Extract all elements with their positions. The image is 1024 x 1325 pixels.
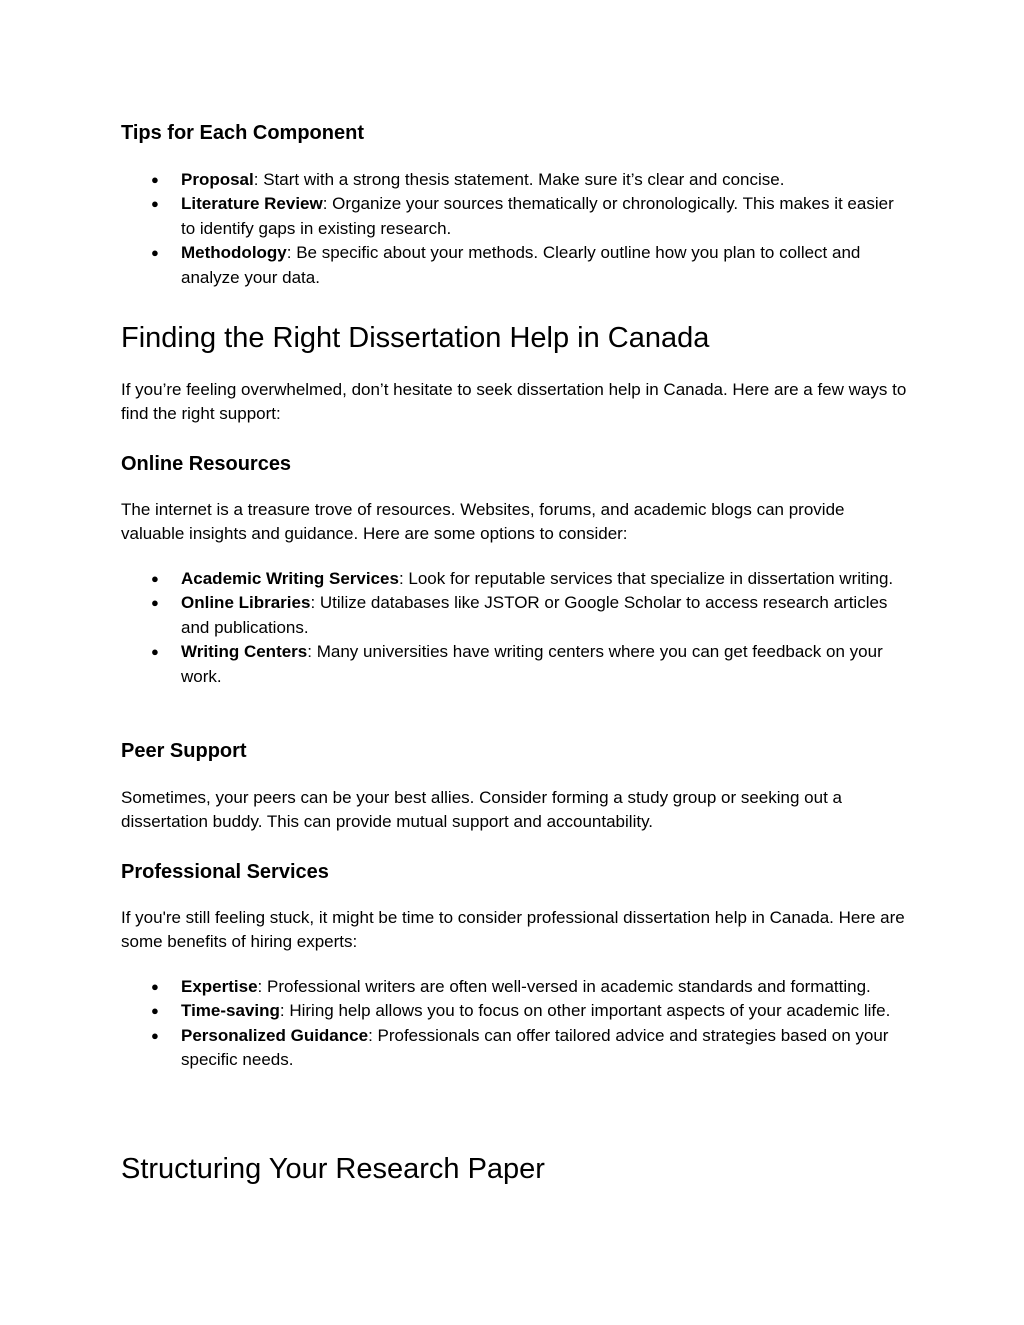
bullet-icon: ● (151, 595, 159, 611)
list-item-term: Personalized Guidance (181, 1025, 369, 1045)
bullet-icon: ● (151, 196, 159, 212)
heading-online-resources: Online Resources (121, 453, 292, 475)
heading-structuring: Structuring Your Research Paper (121, 1153, 545, 1185)
bullet-icon: ● (151, 245, 159, 261)
list-item (121, 168, 911, 192)
list-item (121, 975, 911, 999)
list-item-text: : Many universities have writing centers where you can get feedback on your work. (181, 642, 883, 686)
list-professional-services (121, 975, 911, 1073)
list-item-text: : Utilize databases like JSTOR or Google Scholar to access research articles and publications. (181, 593, 888, 637)
paragraph-finding-intro: If you’re feeling overwhelmed, don’t hesitate to seek dissertation help in Canada. Here are a few ways to find the right support: (121, 380, 907, 424)
list-item (121, 640, 911, 689)
bullet-icon: ● (151, 979, 159, 994)
paragraph-professional-intro: If you're still feeling stuck, it might be time to consider professional dissertation help in Canada. Here are some benefits of hiring experts: (121, 908, 905, 952)
list-item-text: : Professionals can offer tailored advice and strategies based on your specific needs. (181, 1025, 889, 1070)
heading-peer-support: Peer Support (121, 740, 247, 762)
list-item-text: : Hiring help allows you to focus on other important aspects of your academic life. (279, 1001, 891, 1021)
list-item-text: : Professional writers are often well-versed in academic standards and formatting. (257, 977, 871, 996)
list-item-term: Online Libraries (181, 593, 311, 613)
list-item-term: Proposal (181, 170, 254, 189)
list-item-term: Literature Review (181, 194, 323, 214)
list-item (121, 591, 911, 640)
heading-tips: Tips for Each Component (121, 122, 364, 144)
bullet-icon: ● (151, 1027, 159, 1043)
list-item (121, 567, 911, 591)
list-item-term: Methodology (181, 243, 287, 263)
heading-professional-services: Professional Services (121, 861, 329, 883)
list-item-term: Expertise (181, 977, 258, 996)
list-item-text: : Start with a strong thesis statement. Make sure it’s clear and concise. (253, 170, 785, 189)
list-item-term: Academic Writing Services (181, 569, 399, 588)
list-item-term: Writing Centers (181, 642, 308, 662)
paragraph-online-intro: The internet is a treasure trove of resources. Websites, forums, and academic blogs can provide valuable insights and guidance. Here are some options to consider: (121, 500, 845, 544)
list-item-text: : Be specific about your methods. Clearly outline how you plan to collect and analyze your data. (181, 243, 861, 287)
bullet-icon: ● (151, 571, 159, 586)
list-item (121, 241, 911, 290)
list-tips (121, 168, 911, 290)
list-item-text: : Look for reputable services that specialize in dissertation writing. (398, 569, 894, 588)
list-item (121, 999, 911, 1023)
list-item (121, 192, 911, 241)
bullet-icon: ● (151, 1003, 159, 1019)
list-item-text: : Organize your sources thematically or chronologically. This makes it easier to identify gaps in existing research. (181, 194, 894, 238)
list-online-resources (121, 567, 911, 689)
bullet-icon: ● (151, 644, 159, 660)
bullet-icon: ● (151, 172, 159, 187)
list-item (121, 1024, 911, 1073)
list-item-term: Time-saving (181, 1001, 280, 1021)
paragraph-peer-intro: Sometimes, your peers can be your best allies. Consider forming a study group or seeking out a dissertation buddy. This can provide mutual support and accountability. (121, 788, 842, 832)
heading-finding-help: Finding the Right Dissertation Help in Canada (121, 322, 710, 354)
